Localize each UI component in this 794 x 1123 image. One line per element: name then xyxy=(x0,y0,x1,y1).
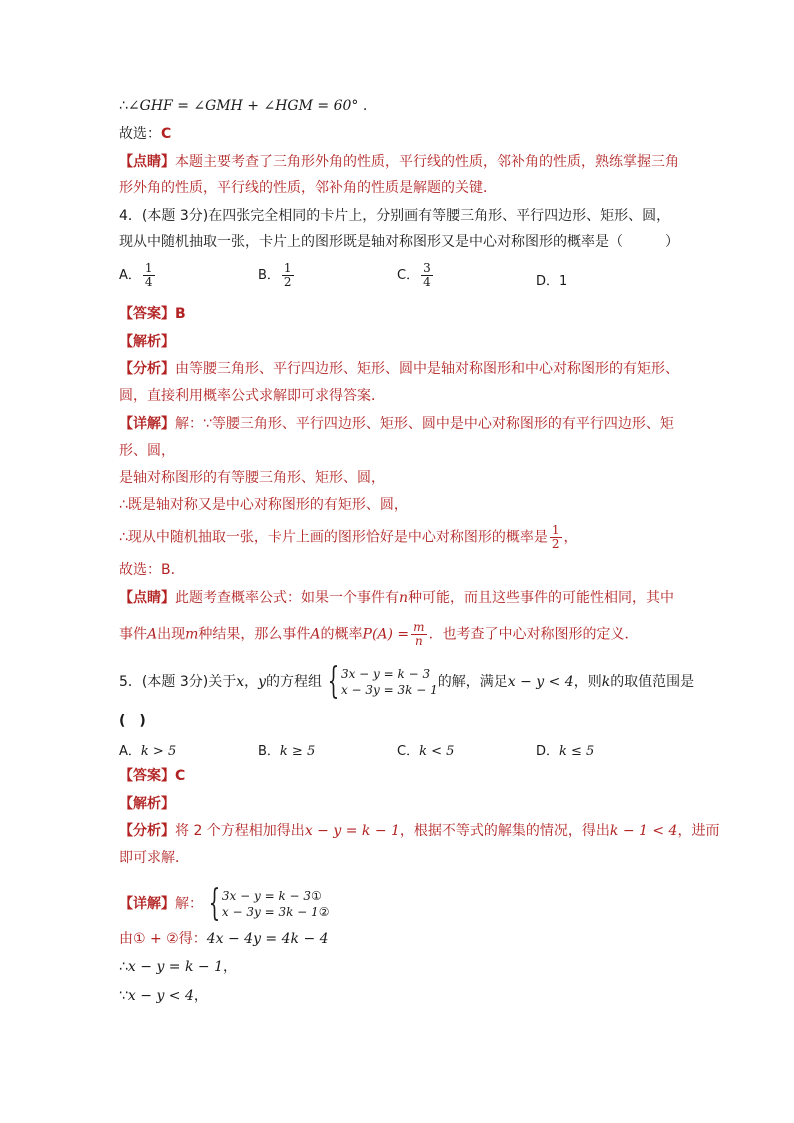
q4-xiangjie-line1 xyxy=(119,415,674,433)
q4-xiangjie-line3 xyxy=(119,469,385,487)
equation-row xyxy=(222,904,330,920)
equation-marker: ② xyxy=(318,905,330,919)
option-label: B． xyxy=(258,744,280,759)
q4-stem: 4．(本题 3分)在四张完全相同的卡片上，分别画有等腰三角形、平行四边形、矩形、圆， xyxy=(119,208,671,224)
q4-analysis-tag xyxy=(119,333,175,351)
q4-xiangjie-line5 xyxy=(119,524,578,551)
q5-stem: 的解，满足 xyxy=(437,674,508,690)
answer-tag: 【答案】 xyxy=(119,768,175,784)
option-label: C． xyxy=(397,744,420,759)
q5-xiangjie-line1 xyxy=(119,883,330,924)
therefore-symbol: ∴ xyxy=(119,959,128,975)
math-expr: x − y = k − 1 xyxy=(304,823,400,839)
denominator: 4 xyxy=(423,275,431,289)
dianjing-text: 此题考查概率公式：如果一个事件有 xyxy=(175,590,399,606)
q4-dianjing-line1 xyxy=(119,589,674,607)
q4-stem-cont: 现从中随机抽取一张，卡片上的图形既是轴对称图形又是中心对称图形的概率是（ ） xyxy=(119,234,679,250)
punctuation: ， xyxy=(193,988,208,1004)
xiangjie-tag: 【详解】 xyxy=(119,416,175,432)
dianjing-tag: 【点睛】 xyxy=(119,590,175,606)
denominator: n xyxy=(415,634,423,648)
numerator: 1 xyxy=(283,261,292,275)
punctuation: ， xyxy=(563,529,578,546)
fraction xyxy=(411,621,426,648)
q4-option-c xyxy=(397,262,435,289)
equation-marker: ① xyxy=(311,889,322,903)
q5-option-a xyxy=(119,740,176,759)
q5-step1 xyxy=(119,930,329,948)
choice-line-q3 xyxy=(119,125,171,143)
q4-option-b xyxy=(258,262,296,289)
punctuation: ， xyxy=(223,959,238,975)
math-var: x xyxy=(236,674,245,690)
q5-analysis-tag xyxy=(119,795,175,813)
math-var: m xyxy=(185,626,199,643)
q5-answer-line xyxy=(119,767,185,785)
q4-option-d xyxy=(536,270,567,289)
choice-answer: C xyxy=(161,126,172,142)
option-value: k ≤ 5 xyxy=(559,744,595,759)
equation-system xyxy=(322,661,438,702)
xiangjie-text: ∴现从中随机抽取一张，卡片上画的图形恰好是中心对称图形的概率是 xyxy=(119,529,548,546)
numerator: 3 xyxy=(423,261,431,275)
option-label: D． xyxy=(536,744,560,759)
xiangjie-text: ∴既是轴对称又是中心对称图形的有矩形、圆， xyxy=(119,497,408,513)
answer-tag: 【答案】 xyxy=(119,306,175,322)
q4-fenxi-line2 xyxy=(119,387,385,405)
math-expr: x − y < 4 xyxy=(127,988,194,1004)
q5-stem-line2 xyxy=(119,712,146,730)
equation-row xyxy=(222,888,330,904)
equation-row: 3x − y = k − 3 xyxy=(340,667,431,681)
q4-xiangjie-line2 xyxy=(119,442,175,460)
equation-text: 3x − y = k − 3 xyxy=(221,889,312,903)
fenxi-tag: 【分析】 xyxy=(119,823,175,839)
option-value: k < 5 xyxy=(419,744,455,759)
q4-fenxi-line1 xyxy=(119,360,679,378)
step-text: 由 xyxy=(119,931,133,947)
fraction xyxy=(143,262,155,289)
answer-value: C xyxy=(175,768,186,784)
numerator: 1 xyxy=(144,261,153,275)
math-var: k xyxy=(601,674,611,690)
q5-step3 xyxy=(119,987,208,1005)
fenxi-text: ，根据不等式的解集的情况，得出 xyxy=(399,823,610,839)
option-value: 1 xyxy=(559,274,568,289)
q5-stem: 的取值范围是 xyxy=(610,674,695,690)
q4-stem-line1 xyxy=(119,207,670,225)
dianjing-text: 种可能，而且这些事件的可能性相同，其中 xyxy=(408,590,675,606)
step-marks: ① + ② xyxy=(133,931,179,947)
dianjing-text: 种结果，那么事件 xyxy=(198,626,311,643)
conclusion-line xyxy=(119,97,367,115)
fraction xyxy=(421,262,433,289)
q5-fenxi-line1 xyxy=(119,822,719,840)
because-symbol: ∵ xyxy=(119,988,128,1004)
dianjing-text: ．也考查了中心对称图形的定义． xyxy=(428,626,639,643)
dianjing-q3-line1 xyxy=(119,153,679,171)
fraction xyxy=(550,524,562,551)
q5-stem: 的方程组 xyxy=(266,674,323,690)
fenxi-tag: 【分析】 xyxy=(119,361,175,377)
math-expr: P(A) = xyxy=(362,626,410,643)
choice-label: 故选： xyxy=(119,126,161,142)
q5-stem-line1 xyxy=(119,661,695,702)
option-label: D． xyxy=(536,274,560,289)
fenxi-text-cont: 圆，直接利用概率公式求解即可求得答案． xyxy=(119,388,385,404)
analysis-tag: 【解析】 xyxy=(119,334,175,350)
punctuation: ， xyxy=(244,674,259,690)
option-value: k > 5 xyxy=(140,744,177,759)
therefore-symbol: ∴ xyxy=(119,98,128,114)
answer-blank: ( ) xyxy=(119,713,146,729)
dianjing-text: 的概率 xyxy=(320,626,363,643)
q4-option-a xyxy=(119,262,157,289)
fenxi-text: 将 2 个方程相加得出 xyxy=(175,823,305,839)
brace: { xyxy=(208,883,221,924)
dianjing-text: 本题主要考查了三角形外角的性质，平行线的性质，邻补角的性质，熟练掌握三角 xyxy=(175,154,679,170)
option-label: A． xyxy=(119,268,141,283)
math-expr: x − y < 4 xyxy=(507,674,574,690)
math-var: A xyxy=(310,626,321,643)
equation-row: x − 3y = 3k − 1 xyxy=(340,683,438,697)
dianjing-text: 事件 xyxy=(119,626,147,643)
q5-option-b xyxy=(258,740,315,759)
q4-choice-line xyxy=(119,561,185,579)
choice-text: 故选：B． xyxy=(119,562,185,578)
dianjing-text: 出现 xyxy=(157,626,186,643)
option-label: A． xyxy=(119,744,141,759)
dianjing-q3-line2 xyxy=(119,179,497,197)
numerator: 1 xyxy=(551,523,560,537)
fraction xyxy=(282,262,294,289)
system-rows xyxy=(222,888,330,920)
math-expr: 4x − 4y = 4k − 4 xyxy=(206,931,329,947)
dianjing-text-cont: 形外角的性质，平行线的性质，邻补角的性质是解题的关键． xyxy=(119,180,497,196)
equation-text: x − 3y = 3k − 1 xyxy=(221,905,319,919)
angle-equation: ∠GHF = ∠GMH + ∠HGM = 60° . xyxy=(127,98,368,114)
q4-xiangjie-line4 xyxy=(119,496,408,514)
option-label: C． xyxy=(397,268,420,283)
q4-answer-line xyxy=(119,305,186,323)
q5-stem: ，则 xyxy=(573,674,602,690)
numerator: m xyxy=(413,620,425,634)
denominator: 2 xyxy=(551,537,560,551)
dianjing-tag: 【点睛】 xyxy=(119,154,175,170)
fenxi-text: 即可求解． xyxy=(119,850,189,866)
denominator: 4 xyxy=(144,275,153,289)
fenxi-text: ，进而 xyxy=(677,823,720,839)
math-expr: k − 1 < 4 xyxy=(609,823,678,839)
fenxi-text: 由等腰三角形、平行四边形、矩形、圆中是轴对称图形和中心对称图形的有矩形、 xyxy=(175,361,679,377)
q5-fenxi-line2 xyxy=(119,849,189,867)
xiangjie-text: 是轴对称图形的有等腰三角形、矩形、圆， xyxy=(119,470,385,486)
system-rows xyxy=(341,666,438,698)
brace: { xyxy=(327,661,340,702)
q5-stem: 5．(本题 3分)关于 xyxy=(119,674,237,690)
q5-option-d xyxy=(536,740,594,759)
q4-dianjing-line2 xyxy=(119,621,639,648)
answer-value: B xyxy=(175,306,186,322)
analysis-tag: 【解析】 xyxy=(119,796,175,812)
equation-system xyxy=(203,883,330,924)
xiangjie-text: 形、圆， xyxy=(119,443,175,459)
option-value: k ≥ 5 xyxy=(279,744,316,759)
math-expr: x − y = k − 1 xyxy=(127,959,224,975)
math-var: A xyxy=(147,626,158,643)
q4-stem-line2 xyxy=(119,233,679,251)
math-var: y xyxy=(258,674,267,690)
math-var: n xyxy=(399,590,409,606)
xiangjie-text: 解：∵等腰三角形、平行四边形、矩形、圆中是中心对称图形的有平行四边形、矩 xyxy=(175,416,674,432)
step-text: 得： xyxy=(178,931,207,947)
q5-step2 xyxy=(119,958,237,976)
denominator: 2 xyxy=(283,275,292,289)
option-label: B． xyxy=(258,268,280,283)
xiangjie-tag: 【详解】 xyxy=(119,896,175,912)
q5-option-c xyxy=(397,740,454,759)
xiangjie-text: 解： xyxy=(175,896,203,912)
